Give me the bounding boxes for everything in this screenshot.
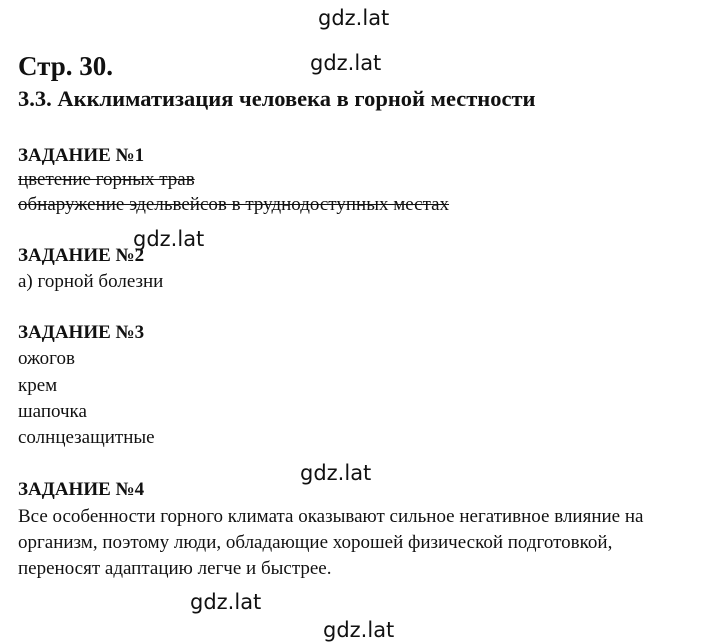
task-4-heading: ЗАДАНИЕ №4 <box>18 479 145 500</box>
task-2-answer-line: а) горной болезни <box>18 271 164 292</box>
watermark: gdz.lat <box>323 618 395 642</box>
task-1-answer-line: обнаружение эдельвейсов в труднодоступных местах <box>18 194 450 215</box>
task-3-answer-line: шапочка <box>18 401 87 422</box>
task-3-answer-line: ожогов <box>18 348 75 369</box>
task-4-answer-line: организм, поэтому люди, обладающие хорошей физической подготовкой, <box>18 532 613 553</box>
watermark: gdz.lat <box>300 461 372 485</box>
watermark: gdz.lat <box>318 6 390 30</box>
task-3-answer-line: солнцезащитные <box>18 427 155 448</box>
task-3-heading: ЗАДАНИЕ №3 <box>18 322 145 343</box>
task-4-answer-line: Все особенности горного климата оказывают сильное негативное влияние на <box>18 506 644 527</box>
watermark: gdz.lat <box>310 51 382 75</box>
task-1-heading: ЗАДАНИЕ №1 <box>18 145 145 166</box>
task-2-heading: ЗАДАНИЕ №2 <box>18 245 145 266</box>
page-reference: Стр. 30. <box>18 51 114 81</box>
task-3-answer-line: крем <box>18 375 58 396</box>
watermark: gdz.lat <box>190 590 262 614</box>
task-1-answer-line: цветение горных трав <box>18 169 195 190</box>
watermark: gdz.lat <box>133 227 205 251</box>
task-4-answer-line: переносят адаптацию легче и быстрее. <box>18 558 332 579</box>
section-title: 3.3. Акклиматизация человека в горной местности <box>18 86 536 111</box>
